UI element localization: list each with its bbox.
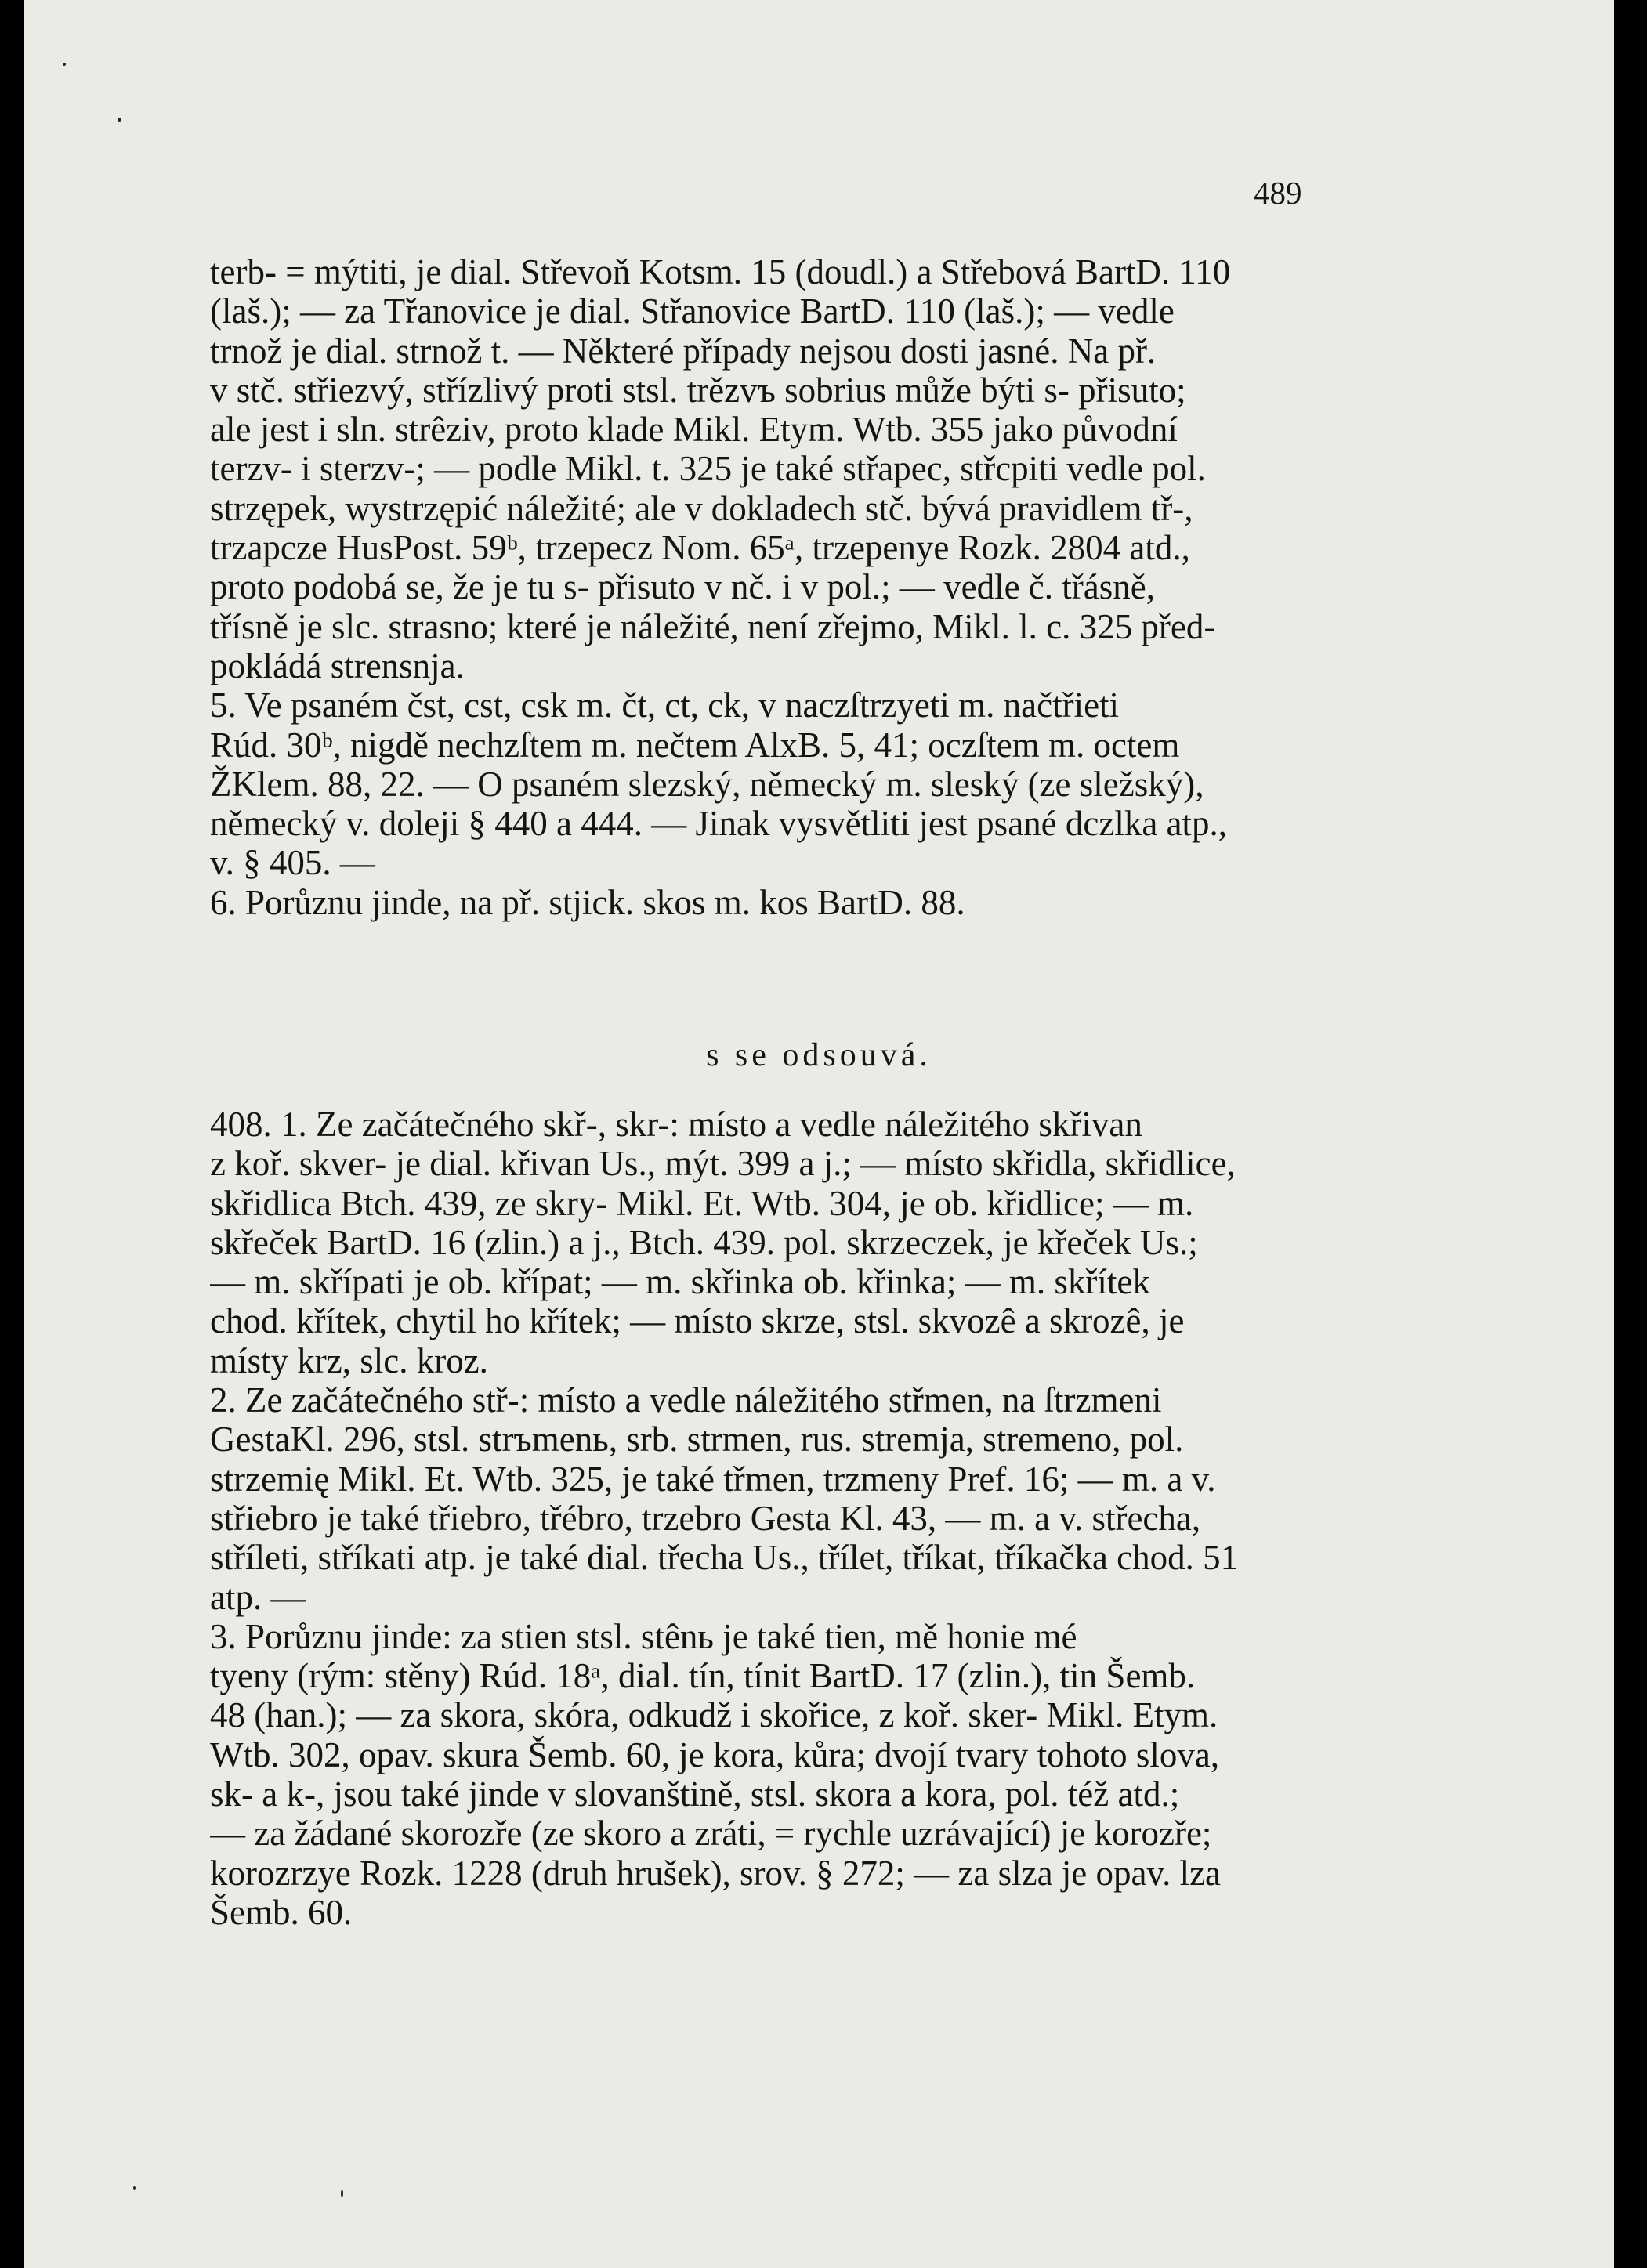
text-line: německý v. doleji § 440 a 444. — Jinak vysvětliti jest psané dczlka atp., [210,804,1228,844]
text-line: strzępek, wystrzępić náležité; ale v dokladech stč. bývá pravidlem tř-, [210,488,1193,528]
text-line: — za žádané skorozře (ze skoro a zráti, = rychle uzrávající) je korozře; [210,1814,1212,1854]
text-line: trzapcze HusPost. 59ᵇ, trzepecz Nom. 65ᵃ, trzepenye Rozk. 2804 atd., [210,528,1190,568]
text-line: místy krz, slc. kroz. [210,1340,488,1380]
text-line: v stč. střiezvý, střízlivý proti stsl. trězvъ sobrius může býti s- přisuto; [210,370,1186,410]
text-line: terb- = mýtiti, je dial. Střevoň Kotsm. 15 (doudl.) a Střebová BartD. 110 [210,252,1231,291]
text-line: Šemb. 60. [210,1892,353,1932]
text-line: — m. skřípati je ob. křípat; — m. skřinka ob. křinka; — m. skřítek [210,1262,1150,1302]
text-line: sk- a k-, jsou také jinde v slovanštině, stsl. skora a kora, pol. též atd.; [210,1774,1180,1814]
text-line: 5. Ve psaném čst, cst, csk m. čt, ct, ck, v naczſtrzyeti m. načtřieti [210,685,1120,725]
text-line: 48 (han.); — za skora, skóra, odkudž i skořice, z koř. sker- Mikl. Etym. [210,1695,1218,1735]
text-line: stříleti, stříkati atp. je také dial. třecha Us., třílet, tříkat, tříkačka chod. 51 [210,1538,1239,1578]
ink-speck [341,2190,343,2197]
text-line: tyeny (rým: stěny) Rúd. 18ᵃ, dial. tín, tínit BartD. 17 (zlin.), tin Šemb. [210,1656,1196,1696]
text-line: 2. Ze začátečného stř-: místo a vedle náležitého střmen, na ſtrzmeni [210,1380,1162,1420]
text-line: atp. — [210,1577,306,1617]
ink-speck [133,2186,136,2190]
text-line: (laš.); — za Třanovice je dial. Střanovice BartD. 110 (laš.); — vedle [210,291,1175,331]
book-page [24,0,1614,2268]
text-block-bottom [210,1105,1368,1932]
text-line: ale jest i sln. strêziv, proto klade Mikl. Etym. Wtb. 355 jako původní [210,410,1178,450]
text-line: 3. Porůznu jinde: za stien stsl. stênь je také tien, mě honie mé [210,1616,1077,1656]
text-line: třísně je slc. strasno; které je náležité, není zřejmo, Mikl. l. c. 325 před- [210,606,1216,646]
page-number: 489 [1254,175,1302,211]
text-line: trnož je dial. strnož t. — Některé případy nejsou dosti jasné. Na př. [210,331,1157,371]
text-line: proto podobá se, že je tu s- přisuto v nč. i v pol.; — vedle č. třásně, [210,567,1155,607]
text-line: GestaKl. 296, stsl. strъmenь, srb. strmen, rus. stremja, stremeno, pol. [210,1420,1184,1460]
text-line: z koř. skver- je dial. křivan Us., mýt. 399 a j.; — místo skřidla, skřidlice, [210,1144,1236,1184]
text-line: v. § 405. — [210,843,375,883]
text-line: terzv- i sterzv-; — podle Mikl. t. 325 je také střapec, střcpiti vedle pol. [210,449,1206,489]
text-line: ŽKlem. 88, 22. — O psaném slezský, německý m. sleský (ze sležský), [210,764,1204,804]
text-line: skřidlica Btch. 439, ze skry- Mikl. Et. Wtb. 304, je ob. křidlice; — m. [210,1183,1194,1223]
text-line: Rúd. 30ᵇ, nigdě nechzſtem m. nečtem AlxB. 5, 41; oczſtem m. octem [210,725,1180,765]
text-line: Wtb. 302, opav. skura Šemb. 60, je kora, kůra; dvojí tvary tohoto slova, [210,1734,1220,1774]
ink-speck [63,63,66,66]
text-line: strzemię Mikl. Et. Wtb. 325, je také třmen, trzmeny Pref. 16; — m. a v. [210,1459,1216,1499]
text-line: chod. křítek, chytil ho křítek; — místo skrze, stsl. skvozê a skrozê, je [210,1301,1185,1341]
ink-speck [118,118,121,122]
text-line: skřeček BartD. 16 (zlin.) a j., Btch. 439. pol. skrzeczek, je křeček Us.; [210,1222,1198,1262]
text-line: 408. 1. Ze začátečného skř-, skr-: místo a vedle náležitého skřivan [210,1105,1142,1144]
text-line: střiebro je také třiebro, třébro, trzebro Gesta Kl. 43, — m. a v. střecha, [210,1498,1201,1538]
section-heading: s se odsouvá. [706,1037,932,1073]
text-line: 6. Porůznu jinde, na př. stjick. skos m. kos BartD. 88. [210,882,965,922]
text-line: pokládá strensnja. [210,646,465,685]
text-line: korozrzye Rozk. 1228 (druh hrušek), srov. § 272; — za slza je opav. lza [210,1853,1222,1893]
text-block-top [210,252,1368,922]
